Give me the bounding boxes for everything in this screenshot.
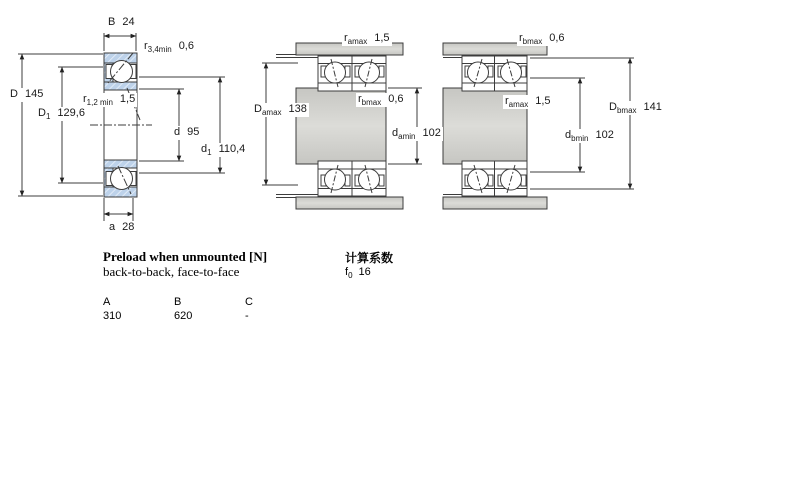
dim-label-ramax-middle: $r_{amax}$ 1,5 bbox=[344, 32, 390, 47]
preload-table-header-C: C bbox=[245, 296, 253, 308]
calculation-factor-f0: $f_0$ 16 bbox=[345, 266, 371, 281]
preload-table-header-B: B bbox=[174, 296, 182, 308]
preload-value-A: 310 bbox=[103, 310, 122, 322]
preload-value-C: - bbox=[245, 310, 249, 322]
dim-label-dbmin: $d_{bmin}$ 102 bbox=[565, 129, 614, 144]
dim-label-rbmax-right: $r_{bmax}$ 0,6 bbox=[519, 32, 565, 47]
dim-label-Damax: $D_{amax}$ 138 bbox=[254, 103, 307, 118]
preload-table-header-A: A bbox=[103, 296, 111, 308]
dim-label-Dbmax: $D_{bmax}$ 141 bbox=[609, 101, 662, 116]
dim-label-B: B 24 bbox=[106, 16, 137, 30]
preload-table-value-row bbox=[103, 310, 316, 322]
dim-label-r34min: $r_{3,4min}$ 0,6 bbox=[144, 40, 194, 55]
dim-label-d: d 95 bbox=[172, 126, 201, 140]
calculation-factors-title: 计算系数 bbox=[345, 251, 394, 265]
dim-label-rbmax-middle: $r_{bmax}$ 0,6 bbox=[358, 93, 404, 108]
dim-label-d1: $d_1$ 110,4 bbox=[201, 143, 246, 158]
dim-label-a: a 28 bbox=[107, 221, 136, 235]
right-arrangement-diagram bbox=[443, 43, 634, 209]
dim-label-D1: $D_1$ 129,6 bbox=[38, 107, 85, 122]
bearing-diagrams-canvas bbox=[0, 0, 800, 245]
dim-label-D: D 145 bbox=[8, 88, 45, 102]
middle-arrangement-diagram bbox=[262, 43, 422, 209]
preload-title: Preload when unmounted [N] bbox=[103, 249, 268, 264]
preload-table-header-row bbox=[103, 296, 316, 308]
left-bearing-section bbox=[90, 53, 152, 197]
preload-value-B: 620 bbox=[174, 310, 193, 322]
dim-label-r12min: $r_{1,2 min}$ 1,5 bbox=[83, 93, 136, 108]
preload-subtitle: back-to-back, face-to-face bbox=[103, 264, 240, 279]
dim-label-ramax-right: $r_{amax}$ 1,5 bbox=[505, 95, 551, 110]
preload-table bbox=[103, 296, 316, 322]
dim-label-damin: $d_{amin}$ 102 bbox=[392, 127, 441, 142]
